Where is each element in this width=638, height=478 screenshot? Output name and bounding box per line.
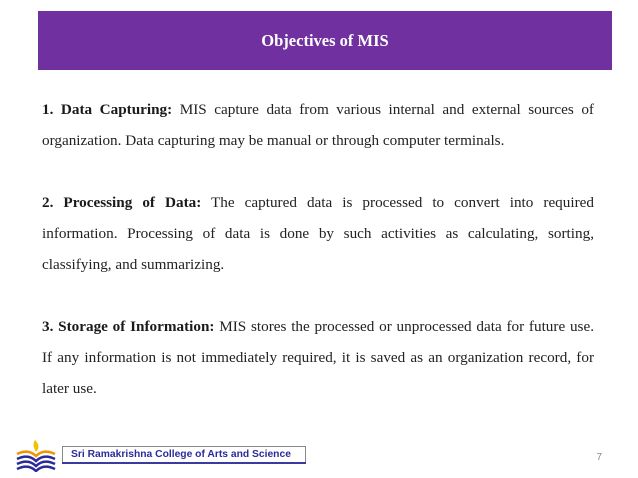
slide-title-bar (38, 11, 612, 70)
objective-heading: 1. Data Capturing: (42, 101, 173, 118)
objective-text: The captured data is processed to convert into required information. Processing of data is done by such activities as calculating, sorting, classifying, and summarizing. (42, 194, 594, 273)
objectives-list (42, 94, 594, 404)
slide-title: Objectives of MIS (261, 30, 389, 50)
college-name-banner (62, 446, 306, 463)
objective-heading: 3. Storage of Information: (42, 318, 215, 335)
page-number: 7 (596, 452, 602, 463)
objective-item (42, 187, 594, 280)
college-underline (62, 462, 306, 464)
objective-text: MIS stores the processed or unprocessed data for future use. If any information is not immediately required, it is saved as an organization record, for later use. (42, 318, 594, 397)
objective-item (42, 311, 594, 404)
objective-heading: 2. Processing of Data: (42, 194, 202, 211)
open-book-logo-icon (13, 438, 59, 472)
objective-text: MIS capture data from various internal and external sources of organization. Data capturing may be manual or through computer terminals. (42, 101, 594, 149)
college-name: Sri Ramakrishna College of Arts and Science (71, 449, 291, 460)
objective-item (42, 94, 594, 156)
